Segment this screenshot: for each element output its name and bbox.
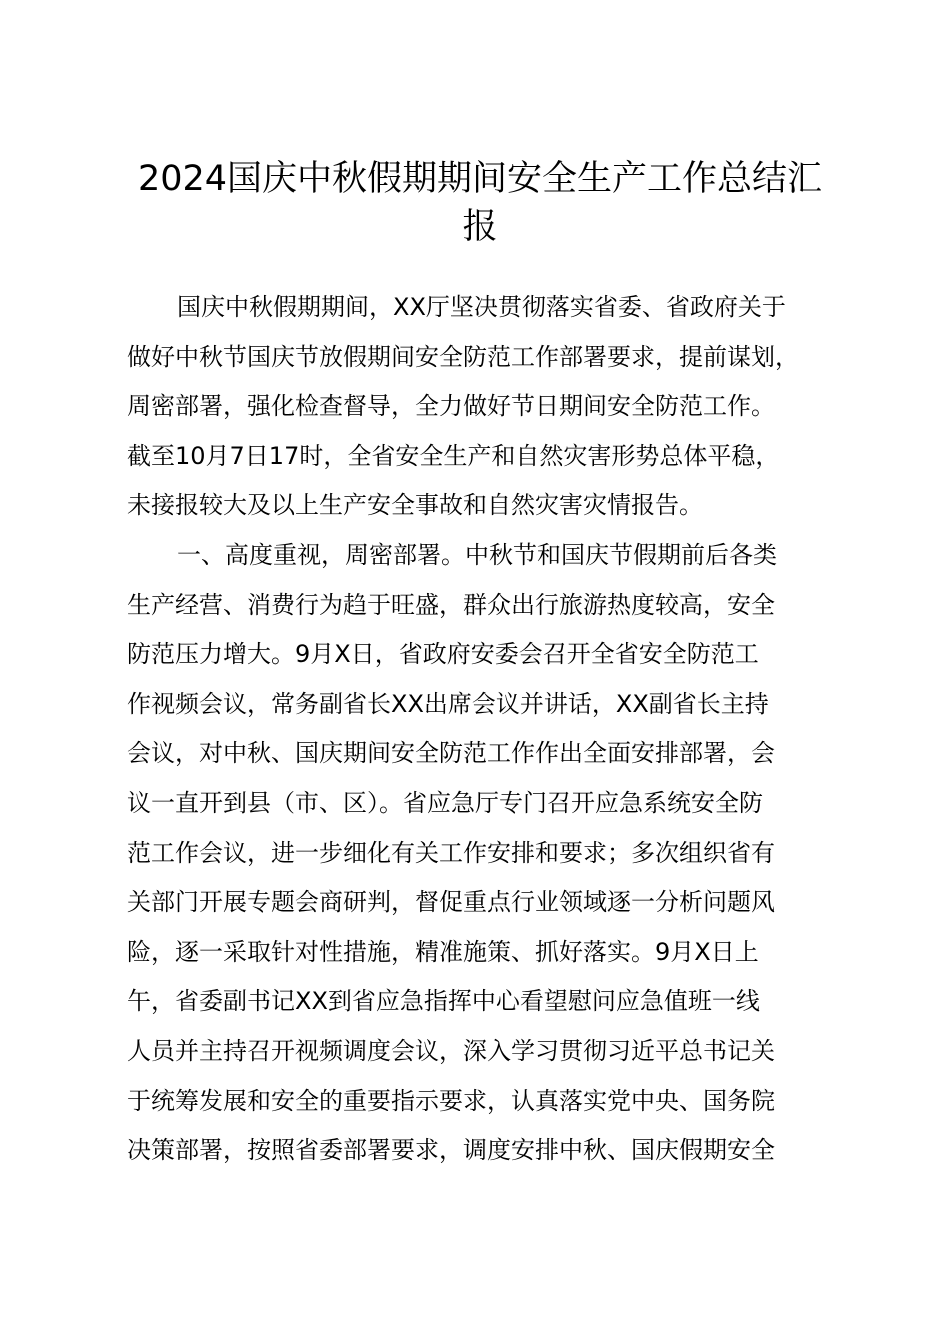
- text-line: 关部门开展专题会商研判，督促重点行业领域逐一分析问题风: [127, 888, 775, 917]
- text-line: 防范压力增大。9月X日，省政府安委会召开全省安全防范工: [127, 640, 759, 669]
- text-line: 生产经营、消费行为趋于旺盛，群众出行旅游热度较高，安全: [127, 590, 775, 619]
- text-line: 周密部署，强化检查督导，全力做好节日期间安全防范工作。: [127, 392, 775, 421]
- text-line: 险，逐一采取针对性措施，精准施策、抓好落实。9月X日上: [127, 937, 759, 966]
- document-title: [120, 155, 840, 251]
- text-line: 作视频会议，常务副省长XX出席会议并讲话，XX副省长主持: [127, 689, 769, 718]
- text-line: 人员并主持召开视频调度会议，深入学习贯彻习近平总书记关: [127, 1036, 775, 1065]
- text-line: 于统筹发展和安全的重要指示要求，认真落实党中央、国务院: [127, 1086, 775, 1115]
- paragraph-1: [127, 283, 858, 531]
- document-body: [127, 283, 858, 1176]
- text-line: 一、高度重视，周密部署。中秋节和国庆节假期前后各类: [177, 540, 777, 569]
- text-line: 午，省委副书记XX到省应急指挥中心看望慰问应急值班一线: [127, 987, 760, 1016]
- text-line: 做好中秋节国庆节放假期间安全防范工作部署要求，提前谋划，: [127, 342, 799, 371]
- text-line: 决策部署，按照省委部署要求，调度安排中秋、国庆假期安全: [127, 1136, 775, 1165]
- text-line: 议一直开到县（市、区）。省应急厅专门召开应急系统安全防: [127, 788, 763, 817]
- text-line: 范工作会议，进一步细化有关工作安排和要求；多次组织省有: [127, 838, 775, 867]
- text-line: 会议，对中秋、国庆期间安全防范工作作出全面安排部署，会: [127, 739, 775, 768]
- text-line: 国庆中秋假期期间，XX厅坚决贯彻落实省委、省政府关于: [177, 293, 786, 321]
- text-line: 截至10月7日17时，全省安全生产和自然灾害形势总体平稳，: [127, 441, 780, 470]
- title-line-2: 报: [462, 207, 498, 247]
- text-line: 未接报较大及以上生产安全事故和自然灾害灾情报告。: [127, 491, 703, 520]
- paragraph-2: [127, 531, 858, 1176]
- title-line-1: 2024国庆中秋假期期间安全生产工作总结汇: [137, 159, 823, 199]
